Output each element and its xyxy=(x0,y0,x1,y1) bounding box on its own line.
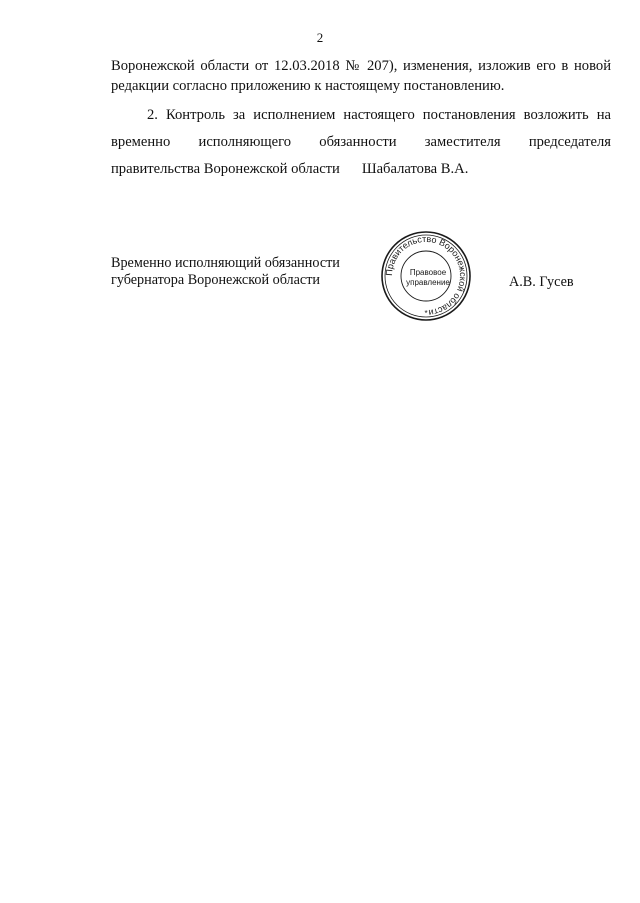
body-line-1 xyxy=(111,57,611,75)
body-line-2: редакции согласно приложению к настоящему постановлению. xyxy=(111,78,505,94)
deputy-name: Шабалатова В.А. xyxy=(361,161,469,177)
page-number: 2 xyxy=(316,30,324,45)
seal-star: * xyxy=(424,309,428,318)
body-line-3-text: 2. Контроль за исполнением настоящего постановления возложить на xyxy=(147,107,611,123)
seal-ring-text: Правительство Воронежской области xyxy=(383,233,469,318)
seal-center-line-2: управление xyxy=(406,278,450,287)
body-line-3 xyxy=(111,106,611,124)
body-word: временно xyxy=(111,134,171,150)
body-word: исполняющего xyxy=(198,134,292,150)
seal-center-line-1: Правовое xyxy=(409,268,447,277)
signature-position-line-1: Временно исполняющий обязанности xyxy=(111,255,340,271)
body-line-5 xyxy=(111,160,611,178)
signer-name: А.В. Гусев xyxy=(509,274,574,290)
body-word: заместителя xyxy=(424,134,501,150)
signature-position-line-2: губернатора Воронежской области xyxy=(111,272,321,288)
body-word: обязанности xyxy=(319,134,397,150)
body-word: председателя xyxy=(528,134,611,150)
official-seal xyxy=(380,230,472,322)
body-line-4 xyxy=(111,133,611,151)
body-line-5-part1: правительства Воронежской области xyxy=(111,161,340,177)
body-line-1-text: Воронежской области от 12.03.2018 № 207), изменения, изложив его в новой xyxy=(111,58,611,74)
